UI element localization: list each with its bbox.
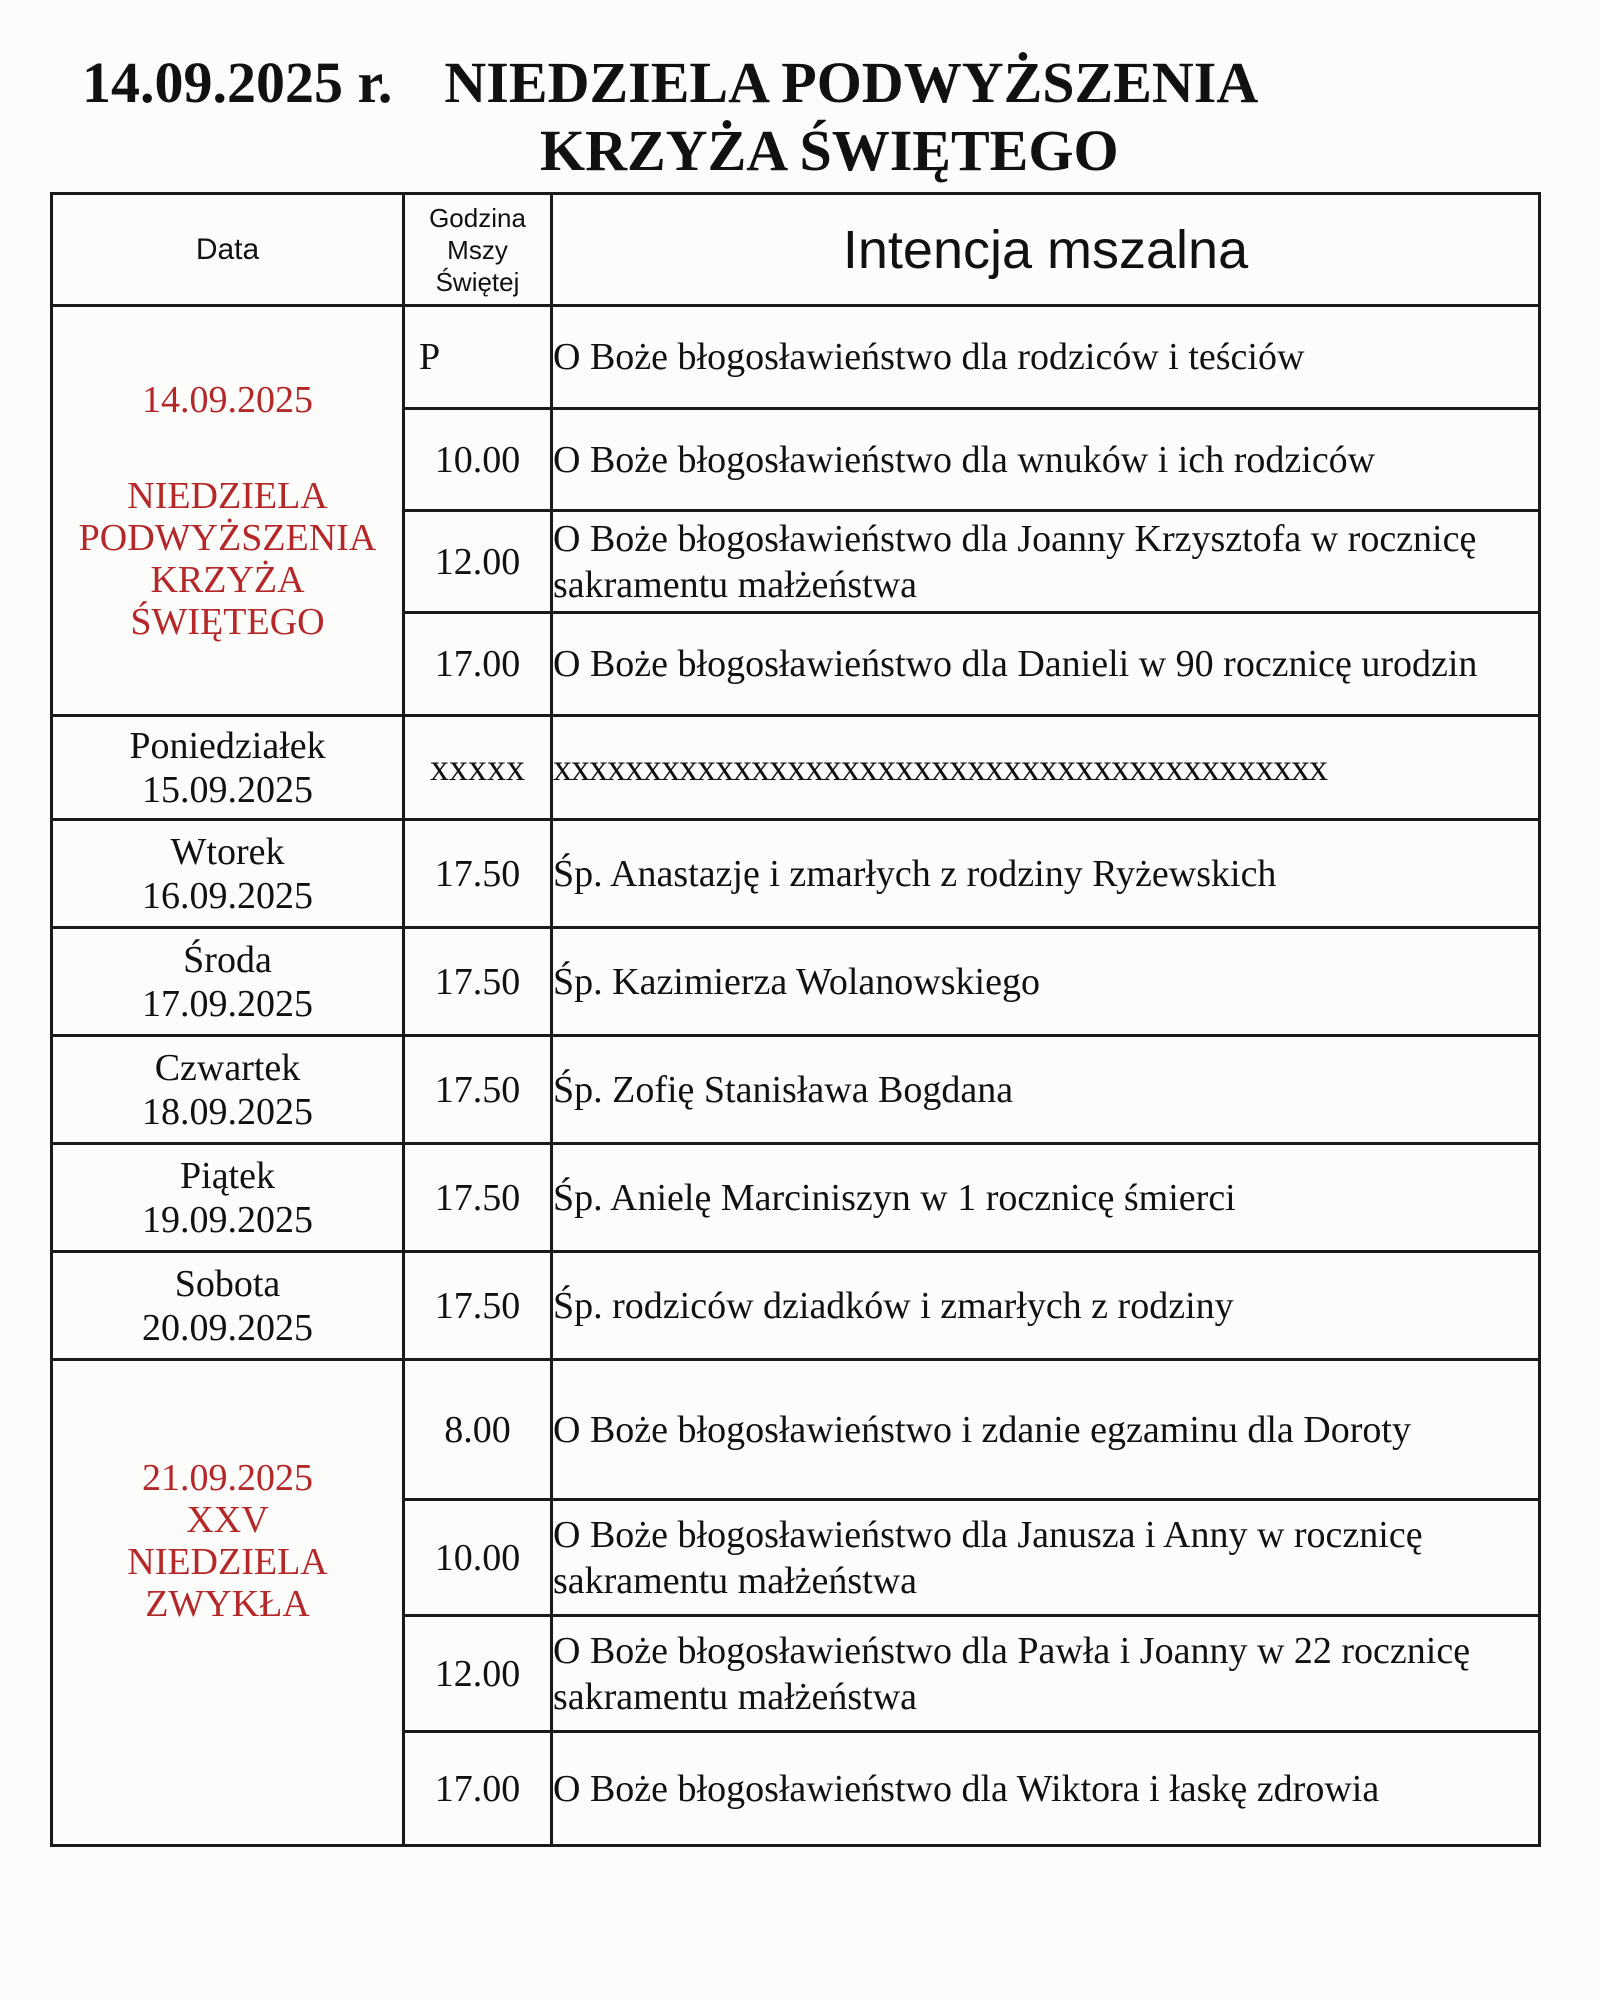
mass-intention: O Boże błogosławieństwo dla Joanny Krzysztofa w rocznicę sakramentu małżeństwa	[552, 511, 1540, 613]
title-date: 14.09.2025 r.	[82, 50, 393, 115]
table-row	[52, 1252, 1540, 1360]
mass-time: xxxxx	[404, 716, 552, 820]
mass-intention: O Boże błogosławieństwo i zdanie egzaminu dla Doroty	[552, 1360, 1540, 1500]
title-line-1	[82, 50, 1258, 116]
day-cell: Wtorek 16.09.2025	[52, 820, 404, 928]
day-cell: Sobota 20.09.2025	[52, 1252, 404, 1360]
day-cell-sunday-1: 14.09.2025 NIEDZIELA PODWYŻSZENIA KRZYŻA ŚWIĘTEGO	[52, 306, 404, 716]
mass-time: 17.50	[404, 928, 552, 1036]
table-row	[52, 1144, 1540, 1252]
mass-time: 12.00	[404, 1616, 552, 1732]
mass-time: 17.50	[404, 1144, 552, 1252]
table-row	[52, 1360, 1540, 1500]
mass-intention: Śp. Kazimierza Wolanowskiego	[552, 928, 1540, 1036]
mass-time: 17.50	[404, 820, 552, 928]
mass-schedule-table	[50, 192, 1541, 1847]
day-cell-sunday-2: 21.09.2025 XXV NIEDZIELA ZWYKŁA	[52, 1360, 404, 1846]
mass-intention: O Boże błogosławieństwo dla wnuków i ich rodziców	[552, 409, 1540, 511]
mass-intention: Śp. rodziców dziadków i zmarłych z rodziny	[552, 1252, 1540, 1360]
title-feast: NIEDZIELA PODWYŻSZENIA	[444, 50, 1259, 115]
header-intencja: Intencja mszalna	[552, 194, 1540, 306]
mass-time: 17.00	[404, 1732, 552, 1846]
mass-intention: O Boże błogosławieństwo dla Janusza i Anny w rocznicę sakramentu małżeństwa	[552, 1500, 1540, 1616]
mass-time: 10.00	[404, 1500, 552, 1616]
mass-time: 17.50	[404, 1036, 552, 1144]
table-header-row	[52, 194, 1540, 306]
mass-intention: Śp. Zofię Stanisława Bogdana	[552, 1036, 1540, 1144]
header-data: Data	[52, 194, 404, 306]
table-row	[52, 306, 1540, 409]
day-date: 14.09.2025	[142, 378, 313, 421]
table-row	[52, 820, 1540, 928]
mass-intention: xxxxxxxxxxxxxxxxxxxxxxxxxxxxxxxxxxxxxxxxxxx	[552, 716, 1540, 820]
mass-intention: Śp. Anielę Marciniszyn w 1 rocznicę śmierci	[552, 1144, 1540, 1252]
mass-intention: O Boże błogosławieństwo dla Danieli w 90 rocznicę urodzin	[552, 613, 1540, 716]
header-godzina: Godzina Mszy Świętej	[404, 194, 552, 306]
mass-intention: O Boże błogosławieństwo dla rodziców i teściów	[552, 306, 1540, 409]
table-row	[52, 928, 1540, 1036]
mass-time: 17.00	[404, 613, 552, 716]
mass-time: 8.00	[404, 1360, 552, 1500]
table-row	[52, 1036, 1540, 1144]
title-line-2: KRZYŻA ŚWIĘTEGO	[540, 118, 1119, 183]
day-cell: Piątek 19.09.2025	[52, 1144, 404, 1252]
mass-time: 10.00	[404, 409, 552, 511]
mass-time: P	[404, 306, 552, 409]
mass-intention: O Boże błogosławieństwo dla Pawła i Joanny w 22 rocznicę sakramentu małżeństwa	[552, 1616, 1540, 1732]
mass-intention: Śp. Anastazję i zmarłych z rodziny Ryżewskich	[552, 820, 1540, 928]
day-cell: Czwartek 18.09.2025	[52, 1036, 404, 1144]
day-cell: Poniedziałek 15.09.2025	[52, 716, 404, 820]
mass-time: 17.50	[404, 1252, 552, 1360]
table-row	[52, 716, 1540, 820]
day-date: 21.09.2025	[142, 1457, 313, 1499]
mass-time: 12.00	[404, 511, 552, 613]
mass-intention: O Boże błogosławieństwo dla Wiktora i łaskę zdrowia	[552, 1732, 1540, 1846]
day-cell: Środa 17.09.2025	[52, 928, 404, 1036]
